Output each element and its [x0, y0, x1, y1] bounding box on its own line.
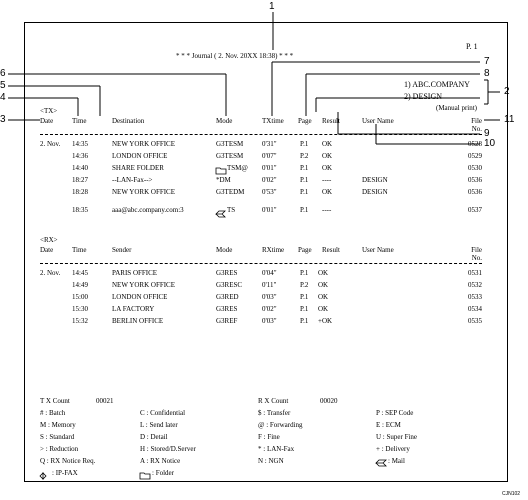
tx-col-result: Result [322, 117, 340, 125]
tx-row-file-no: 0536 [468, 188, 482, 196]
tx-row-mode: TSM@ [227, 164, 248, 172]
rx-col-time: Time [72, 246, 87, 254]
rx-row-sender: NEW YORK OFFICE [112, 281, 176, 289]
legend-item: C : Confidential [140, 409, 186, 417]
tx-row-txtime: 0'01" [262, 164, 277, 172]
tx-row-date: 2. Nov. [40, 140, 61, 148]
rx-row-result: +OK [318, 317, 333, 325]
callout-7: 7 [484, 56, 490, 67]
tx-row-txtime: 0'07" [262, 152, 277, 160]
tx-row-destination: NEW YORK OFFICE [112, 188, 176, 196]
rx-row-sender: BERLIN OFFICE [112, 317, 164, 325]
legend-item: N : NGN [258, 457, 284, 465]
rx-row-result: OK [318, 305, 329, 313]
tx-row-page: P.1 [300, 164, 309, 172]
rx-row-page: P.1 [300, 269, 309, 277]
sender-name-1: 1) ABC.COMPANY [404, 80, 470, 89]
legend-item: M : Memory [40, 421, 76, 429]
rx-count-value: 00020 [320, 397, 338, 405]
rx-row-time: 14:45 [72, 269, 88, 277]
rx-row-page: P.2 [300, 281, 309, 289]
tx-row-txtime: 0'31" [262, 140, 277, 148]
tx-row-file-no: 0537 [468, 206, 482, 214]
tx-row-file-no: 0536 [468, 176, 482, 184]
tx-col-page: Page [298, 117, 312, 125]
manual-print-label: (Manual print) [436, 104, 478, 112]
rx-row-mode: G3RESC [216, 281, 243, 289]
tx-col-time: Time [72, 117, 87, 125]
figure-code: CJN102 [502, 491, 521, 497]
legend-item: U : Super Fine [376, 433, 418, 441]
legend-item: L : Send later [140, 421, 178, 429]
rx-row-time: 15:32 [72, 317, 88, 325]
tx-row-page: P.1 [300, 176, 309, 184]
rx-col-page: Page [298, 246, 312, 254]
tx-row-page: P.1 [300, 140, 309, 148]
tx-row-file-no: 0528 [468, 140, 482, 148]
rx-row-rxtime: 0'03" [262, 293, 277, 301]
rx-row-mode: G3REF [216, 317, 238, 325]
legend-item: : IP-FAX [52, 469, 78, 477]
rx-count-label: R X Count [258, 397, 289, 405]
rx-col-date: Date [40, 246, 54, 254]
rx-row-result: OK [318, 293, 329, 301]
tx-row-mode: G3TEDM [216, 188, 245, 196]
callout-lines [8, 12, 500, 144]
callout-5: 5 [0, 80, 6, 91]
tx-row-user: DESIGN [362, 176, 388, 184]
tx-col-date: Date [40, 117, 54, 125]
legend-item: # : Batch [40, 409, 66, 417]
callout-11: 11 [504, 114, 515, 125]
rx-row-result: OK [318, 269, 329, 277]
tx-count-label: T X Count [40, 397, 70, 405]
tx-row-mode: G3TESM [216, 152, 244, 160]
tx-row-user: DESIGN [362, 188, 388, 196]
rx-row-sender: PARIS OFFICE [112, 269, 158, 277]
rx-row-result: OK [318, 281, 329, 289]
legend-item: E : ECM [376, 421, 401, 429]
rx-col-rxtime: RXtime [262, 246, 285, 254]
legend-item: A : RX Notice [140, 457, 181, 465]
tx-row-destination: --LAN-Fax--> [112, 176, 153, 184]
callout-9: 9 [484, 128, 490, 139]
legend-item: $ : Transfer [258, 409, 291, 417]
legend-item: @ : Forwarding [258, 421, 303, 429]
tx-col-mode: Mode [216, 117, 233, 125]
callout-6: 6 [0, 68, 6, 79]
tx-row-time: 14:40 [72, 164, 88, 172]
legend-item: : Mail [388, 457, 405, 465]
legend-item: + : Delivery [376, 445, 410, 453]
rx-col-file-no: File No. [471, 246, 482, 262]
tx-col-txtime: TXtime [262, 117, 284, 125]
rx-row-file-no: 0535 [468, 317, 482, 325]
tx-row-file-no: 0530 [468, 164, 482, 172]
callout-1: 1 [269, 1, 275, 12]
legend-item: D : Detail [140, 433, 168, 441]
callout-2: 2 [504, 86, 510, 97]
tx-row-destination: aaa@abc.company.com:3 [112, 206, 184, 214]
tx-row-mode: G3TESM [216, 140, 244, 148]
tx-row-time: 18:27 [72, 176, 88, 184]
tx-row-time: 18:35 [72, 206, 88, 214]
rx-row-page: P.1 [300, 293, 309, 301]
rx-row-sender: LA FACTORY [112, 305, 155, 313]
rx-col-sender: Sender [112, 246, 132, 254]
callout-3: 3 [0, 114, 6, 125]
rx-row-sender: LONDON OFFICE [112, 293, 168, 301]
rx-row-rxtime: 0'03" [262, 317, 277, 325]
tx-row-file-no: 0529 [468, 152, 482, 160]
legend-item: F : Fine [258, 433, 280, 441]
legend-ipfax-icon [40, 473, 46, 479]
rx-row-rxtime: 0'11" [262, 281, 277, 289]
legend-folder-icon [140, 473, 150, 479]
rx-row-time: 15:00 [72, 293, 88, 301]
journal-title: * * * Journal ( 2. Nov. 20XX 18:38) * * * [176, 52, 294, 60]
tx-row-time: 14:36 [72, 152, 88, 160]
tx-row-mode: TS [227, 206, 236, 214]
legend-item: * : LAN-Fax [258, 445, 295, 453]
legend-item: > : Reduction [40, 445, 79, 453]
rx-row-date: 2. Nov. [40, 269, 61, 277]
tx-row-txtime: 0'01" [262, 206, 277, 214]
rx-col-user-name: User Name [362, 246, 394, 254]
rx-row-file-no: 0533 [468, 293, 482, 301]
tx-col-destination: Destination [112, 117, 145, 125]
rx-row-rxtime: 0'04" [262, 269, 277, 277]
rx-col-result: Result [322, 246, 340, 254]
tx-row-mode: *DM [216, 176, 231, 184]
legend-mail-icon [376, 460, 386, 466]
rx-row-rxtime: 0'02" [262, 305, 277, 313]
callout-4: 4 [0, 92, 6, 103]
rx-row-time: 14:49 [72, 281, 88, 289]
rx-row-page: P.1 [300, 317, 309, 325]
rx-col-mode: Mode [216, 246, 233, 254]
sender-name-2: 2) DESIGN [404, 92, 442, 101]
mail-icon [216, 211, 225, 217]
tx-row-page: P.2 [300, 152, 309, 160]
tx-row-page: P.1 [300, 206, 309, 214]
tx-row-destination: LONDON OFFICE [112, 152, 168, 160]
rx-section-label: <RX> [40, 236, 58, 244]
rx-row-mode: G3RES [216, 305, 238, 313]
tx-row-time: 18:28 [72, 188, 88, 196]
callout-8: 8 [484, 68, 490, 79]
folder-icon [216, 168, 226, 174]
legend-item: H : Stored/D.Server [140, 445, 196, 453]
legend-item: S : Standard [40, 433, 75, 441]
tx-row-time: 14:35 [72, 140, 88, 148]
tx-col-user-name: User Name [362, 117, 394, 125]
rx-row-mode: G3RED [216, 293, 239, 301]
tx-row-result: OK [322, 164, 333, 172]
tx-row-txtime: 0'53" [262, 188, 277, 196]
rx-row-page: P.1 [300, 305, 309, 313]
tx-row-result: ---- [322, 176, 332, 184]
rx-row-mode: G3RES [216, 269, 238, 277]
tx-row-page: P.1 [300, 188, 309, 196]
tx-row-result: OK [322, 140, 333, 148]
tx-col-file-no: File No. [471, 117, 482, 133]
tx-row-destination: NEW YORK OFFICE [112, 140, 176, 148]
tx-row-txtime: 0'02" [262, 176, 277, 184]
callout-10: 10 [484, 138, 496, 149]
rx-row-time: 15:30 [72, 305, 88, 313]
tx-row-result: ---- [322, 206, 332, 214]
legend-item: P : SEP Code [376, 409, 414, 417]
rx-row-file-no: 0532 [468, 281, 482, 289]
legend-item: : Folder [152, 469, 174, 477]
legend-item: Q : RX Notice Req. [40, 457, 96, 465]
tx-section-label: <TX> [40, 107, 58, 115]
rx-row-file-no: 0531 [468, 269, 482, 277]
tx-row-destination: SHARE FOLDER [112, 164, 164, 172]
rx-row-file-no: 0534 [468, 305, 482, 313]
page-number: P. 1 [466, 42, 478, 51]
tx-row-result: OK [322, 152, 333, 160]
tx-row-result: OK [322, 188, 333, 196]
tx-count-value: 00021 [96, 397, 114, 405]
